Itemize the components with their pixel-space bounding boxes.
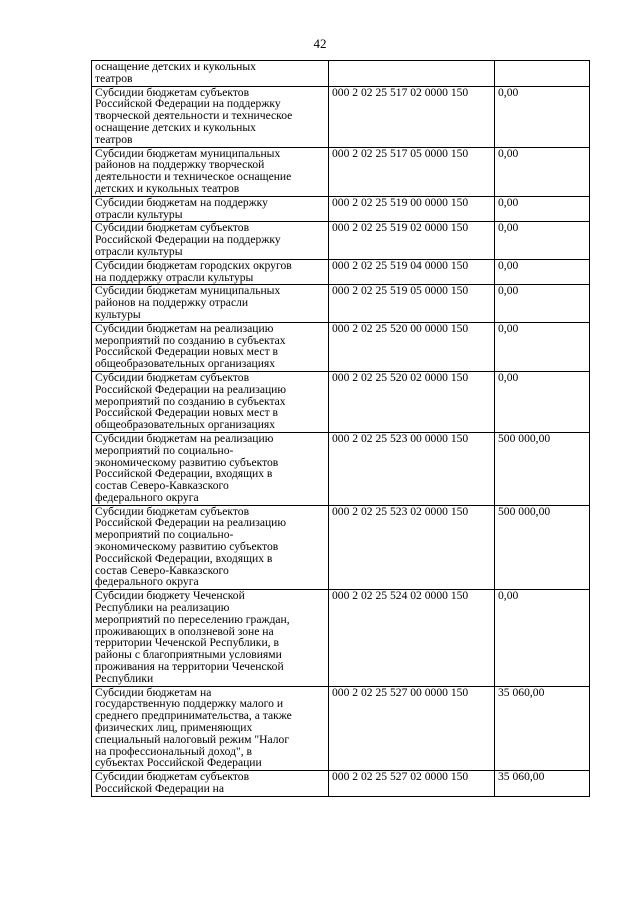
amount-cell: 0,00	[495, 222, 590, 259]
amount-cell: 35 060,00	[495, 686, 590, 771]
budget-code-cell: 000 2 02 25 527 02 0000 150	[329, 771, 495, 797]
income-name-cell	[92, 196, 329, 222]
table-row	[92, 61, 590, 87]
income-name-line: экономическому развитию субъектов	[95, 455, 279, 469]
income-name-line: проживания на территории Чеченской	[95, 660, 284, 674]
table-row	[92, 222, 590, 259]
income-name-line: на поддержку отрасли культуры	[95, 270, 254, 284]
income-name-cell	[92, 322, 329, 371]
amount-cell: 35 060,00	[495, 771, 590, 797]
income-name-line: Республики	[95, 671, 154, 685]
income-name-line: Российской Федерации на поддержку	[95, 233, 281, 247]
budget-code-cell: 000 2 02 25 520 02 0000 150	[329, 371, 495, 432]
income-name-line: специальный налоговый режим "Налог	[95, 732, 290, 746]
amount-cell: 500 000,00	[495, 505, 590, 590]
table-row	[92, 432, 590, 505]
income-name-line: Субсидии бюджетам городских округов	[95, 259, 292, 272]
income-name-line: творческой деятельности и техническое	[95, 109, 293, 123]
amount-cell: 0,00	[495, 285, 590, 322]
income-name-line: территории Чеченской Республики, в	[95, 636, 279, 650]
income-name-line: Субсидии бюджетам муниципальных	[95, 284, 281, 298]
income-name-line: мероприятий по созданию в субъектах	[95, 333, 286, 347]
income-name-line: Субсидии бюджетам субъектов	[95, 371, 250, 384]
income-name-cell	[92, 771, 329, 797]
income-name-line: оснащение детских и кукольных	[95, 60, 256, 73]
income-name-line: субъектах Российской Федерации	[95, 756, 262, 770]
amount-cell: 500 000,00	[495, 432, 590, 505]
budget-code-cell: 000 2 02 25 517 02 0000 150	[329, 86, 495, 147]
income-name-line: мероприятий по социально-	[95, 443, 234, 457]
income-name-line: экономическому развитию субъектов	[95, 540, 279, 554]
income-name-line: среднего предпринимательства, а также	[95, 709, 292, 723]
income-name-line: мероприятий по созданию в субъектах	[95, 394, 286, 408]
income-name-cell	[92, 371, 329, 432]
income-name-line: Субсидии бюджетам на реализацию	[95, 432, 274, 445]
income-name-line: общеобразовательных организациях	[95, 418, 276, 432]
budget-code-cell: 000 2 02 25 519 02 0000 150	[329, 222, 495, 259]
budget-code-cell: 000 2 02 25 524 02 0000 150	[329, 590, 495, 686]
amount-cell: 0,00	[495, 371, 590, 432]
income-name-line: отрасли культуры	[95, 207, 183, 221]
income-name-line: федерального округа	[95, 490, 199, 504]
income-name-line: мероприятий по переселению граждан,	[95, 612, 290, 626]
income-name-line: Субсидии бюджетам на поддержку	[95, 196, 268, 209]
income-name-cell	[92, 590, 329, 686]
income-name-line: деятельности и техническое оснащение	[95, 170, 292, 184]
income-name-cell	[92, 222, 329, 259]
income-name-line: Субсидии бюджетам субъектов	[95, 221, 250, 235]
amount-cell: 0,00	[495, 196, 590, 222]
table-row	[92, 196, 590, 222]
table-row	[92, 86, 590, 147]
income-name-line: Республики на реализацию	[95, 601, 230, 615]
income-name-line: районы с благоприятными условиями	[95, 648, 282, 662]
budget-code-cell: 000 2 02 25 527 00 0000 150	[329, 686, 495, 771]
budget-code-cell: 000 2 02 25 523 00 0000 150	[329, 432, 495, 505]
income-name-line: Российской Федерации новых мест в	[95, 406, 279, 420]
table-row	[92, 505, 590, 590]
income-name-cell	[92, 259, 329, 285]
income-name-line: Субсидии бюджетам на реализацию	[95, 322, 274, 335]
budget-code-cell: 000 2 02 25 517 05 0000 150	[329, 147, 495, 196]
income-name-cell	[92, 86, 329, 147]
income-name-line: Субсидии бюджетам муниципальных	[95, 147, 281, 160]
budget-code-cell: 000 2 02 25 519 05 0000 150	[329, 285, 495, 322]
income-name-line: оснащение детских и кукольных	[95, 120, 256, 134]
budget-revenue-table	[91, 60, 590, 797]
income-name-line: районов на поддержку отрасли	[95, 296, 249, 310]
income-name-line: государственную поддержку малого и	[95, 697, 284, 711]
income-name-line: состав Северо-Кавказского	[95, 479, 229, 493]
amount-cell: 0,00	[495, 86, 590, 147]
income-name-line: театров	[95, 71, 133, 85]
table-row	[92, 590, 590, 686]
income-name-line: культуры	[95, 307, 141, 321]
income-name-line: Субсидии бюджетам субъектов	[95, 86, 250, 99]
page-number: 42	[313, 36, 327, 51]
income-name-line: Российской Федерации на реализацию	[95, 516, 287, 530]
amount-cell	[495, 61, 590, 87]
table-row	[92, 686, 590, 771]
budget-code-cell: 000 2 02 25 519 00 0000 150	[329, 196, 495, 222]
income-name-line: Российской Федерации на поддержку	[95, 97, 281, 111]
income-name-line: Российской Федерации на реализацию	[95, 382, 287, 396]
budget-code-cell	[329, 61, 495, 87]
income-name-line: на профессиональный доход", в	[95, 744, 253, 758]
income-name-cell	[92, 147, 329, 196]
income-name-line: Российской Федерации, входящих в	[95, 467, 273, 481]
income-name-line: общеобразовательных организациях	[95, 357, 276, 371]
amount-cell: 0,00	[495, 322, 590, 371]
table-row	[92, 322, 590, 371]
income-name-line: Российской Федерации, входящих в	[95, 551, 273, 565]
income-name-line: состав Северо-Кавказского	[95, 563, 229, 577]
income-name-line: Субсидии бюджетам субъектов	[95, 505, 250, 518]
table-row	[92, 259, 590, 285]
table-row	[92, 771, 590, 797]
income-name-line: мероприятий по социально-	[95, 528, 234, 542]
budget-code-cell: 000 2 02 25 523 02 0000 150	[329, 505, 495, 590]
income-name-cell	[92, 432, 329, 505]
income-name-cell	[92, 686, 329, 771]
table-row	[92, 371, 590, 432]
income-name-line: детских и кукольных театров	[95, 181, 240, 195]
budget-code-cell: 000 2 02 25 519 04 0000 150	[329, 259, 495, 285]
income-name-line: отрасли культуры	[95, 244, 183, 258]
amount-cell: 0,00	[495, 147, 590, 196]
income-name-line: физических лиц, применяющих	[95, 721, 253, 735]
income-name-cell	[92, 61, 329, 87]
table-body	[92, 61, 590, 797]
income-name-line: районов на поддержку творческой	[95, 158, 265, 172]
income-name-line: Российской Федерации на	[95, 782, 225, 796]
income-name-line: театров	[95, 132, 133, 146]
income-name-cell	[92, 505, 329, 590]
income-name-line: Российской Федерации новых мест в	[95, 345, 279, 359]
budget-code-cell: 000 2 02 25 520 00 0000 150	[329, 322, 495, 371]
income-name-line: Субсидии бюджетам на	[95, 686, 212, 699]
income-name-line: Субсидии бюджетам субъектов	[95, 770, 250, 784]
income-name-line: федерального округа	[95, 575, 199, 589]
income-name-cell	[92, 285, 329, 322]
table-row	[92, 147, 590, 196]
table-row	[92, 285, 590, 322]
amount-cell: 0,00	[495, 590, 590, 686]
amount-cell: 0,00	[495, 259, 590, 285]
income-name-line: проживающих в оползневой зоне на	[95, 624, 274, 638]
income-name-line: Субсидии бюджету Чеченской	[95, 589, 245, 603]
